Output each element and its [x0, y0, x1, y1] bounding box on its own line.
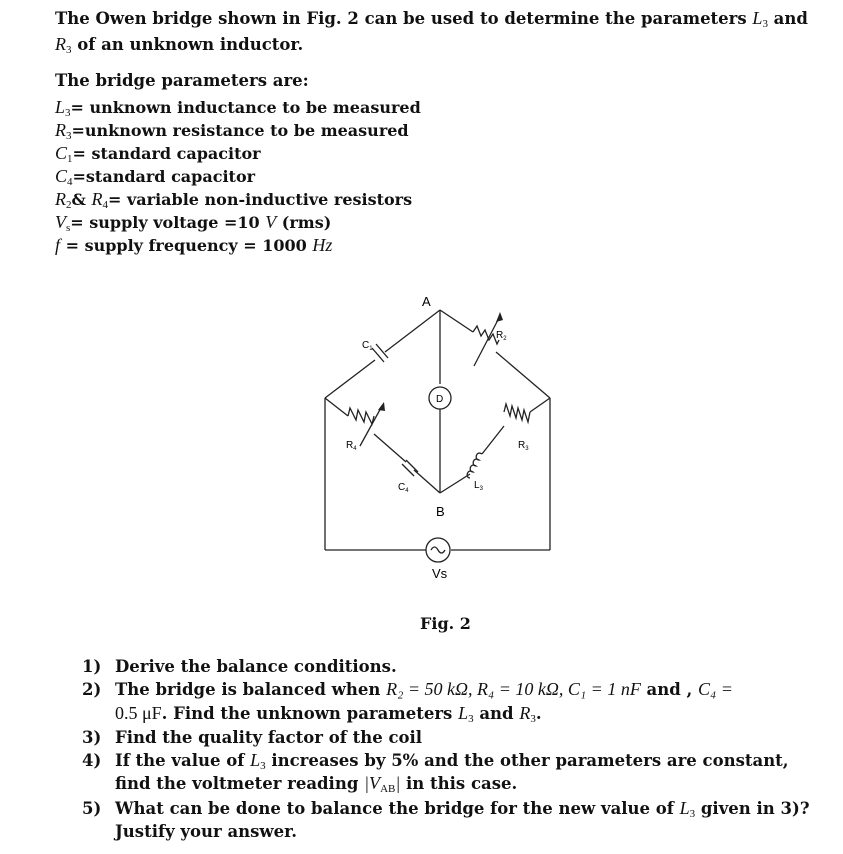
svg-text:R4: $R_4$ [346, 440, 357, 452]
svg-text:L3: $L_3$ [474, 480, 483, 492]
c4-label: C [398, 482, 406, 493]
param-row: $C_1=$ standard capacitor [55, 143, 261, 165]
l3-label: L [474, 480, 480, 491]
param-row: $L_3=$ unknown inductance to be measured [55, 97, 421, 119]
svg-text:C4: $C_4$ [398, 482, 409, 494]
svg-text:R2: $R_2$ [496, 330, 507, 342]
owen-bridge-diagram [310, 288, 560, 588]
param-row: $R_3=unknown$ resistance to be measured [55, 120, 409, 142]
question-5: 5) What can be done to balance the bridge for the new value of $L_3$ given in 3)? [82, 798, 810, 820]
param-row: f = supply frequency = 1000 Hz [55, 235, 333, 255]
c1-label: C [362, 340, 370, 351]
intro-text-2: of an unknown inductor. [71, 35, 304, 54]
vs-label: Vs [432, 566, 448, 581]
question-4: 4) If the value of $L_3$ increases by 5% and the other parameters are constant, [82, 750, 789, 772]
question-5-cont: Justify your answer. [115, 822, 298, 841]
r3-label: R [518, 440, 526, 451]
param-row: $C_4=standard$ capacitor [55, 166, 256, 188]
symbol-r3: $R_3$ [55, 34, 72, 56]
question-2-cont: 0.5 μF. Find the unknown parameters $L_3$ and $R_3$. [115, 703, 542, 725]
svg-text:R3: $R_3$ [518, 440, 529, 452]
intro-line-2 [55, 32, 303, 62]
r4-label: R [346, 440, 354, 451]
question-3: 3) Find the quality factor of the coil [82, 728, 423, 747]
question-2: 2) The bridge is balanced when R₂ = 50 kΩ, R₄ = 10 kΩ, C₁ = 1 nF and , C₄ = [82, 679, 733, 699]
question-1: 1) Derive the balance conditions. [82, 657, 397, 676]
question-4-cont: find the voltmeter reading $|V_{AB}|$ in this case. [115, 773, 518, 795]
intro-text-and: and [767, 9, 808, 28]
detector-label: D [436, 394, 444, 405]
symbol-l3: $L_3$ [752, 8, 768, 30]
node-a-label: A [422, 294, 431, 309]
node-b-label: B [436, 504, 445, 519]
figure-caption: Fig. 2 [420, 614, 471, 633]
param-row: $R_2\&$ $R_4=$ variable non-inductive resistors [55, 189, 413, 211]
intro-text: The Owen bridge shown in Fig. 2 can be used to determine the parameters [55, 9, 753, 28]
param-row: $V_s=$ supply voltage =10 V (rms) [55, 212, 332, 234]
r2-label: R [496, 330, 504, 341]
svg-text:C1: $C_1$ [362, 340, 373, 352]
params-heading: The bridge parameters are: [55, 71, 309, 90]
